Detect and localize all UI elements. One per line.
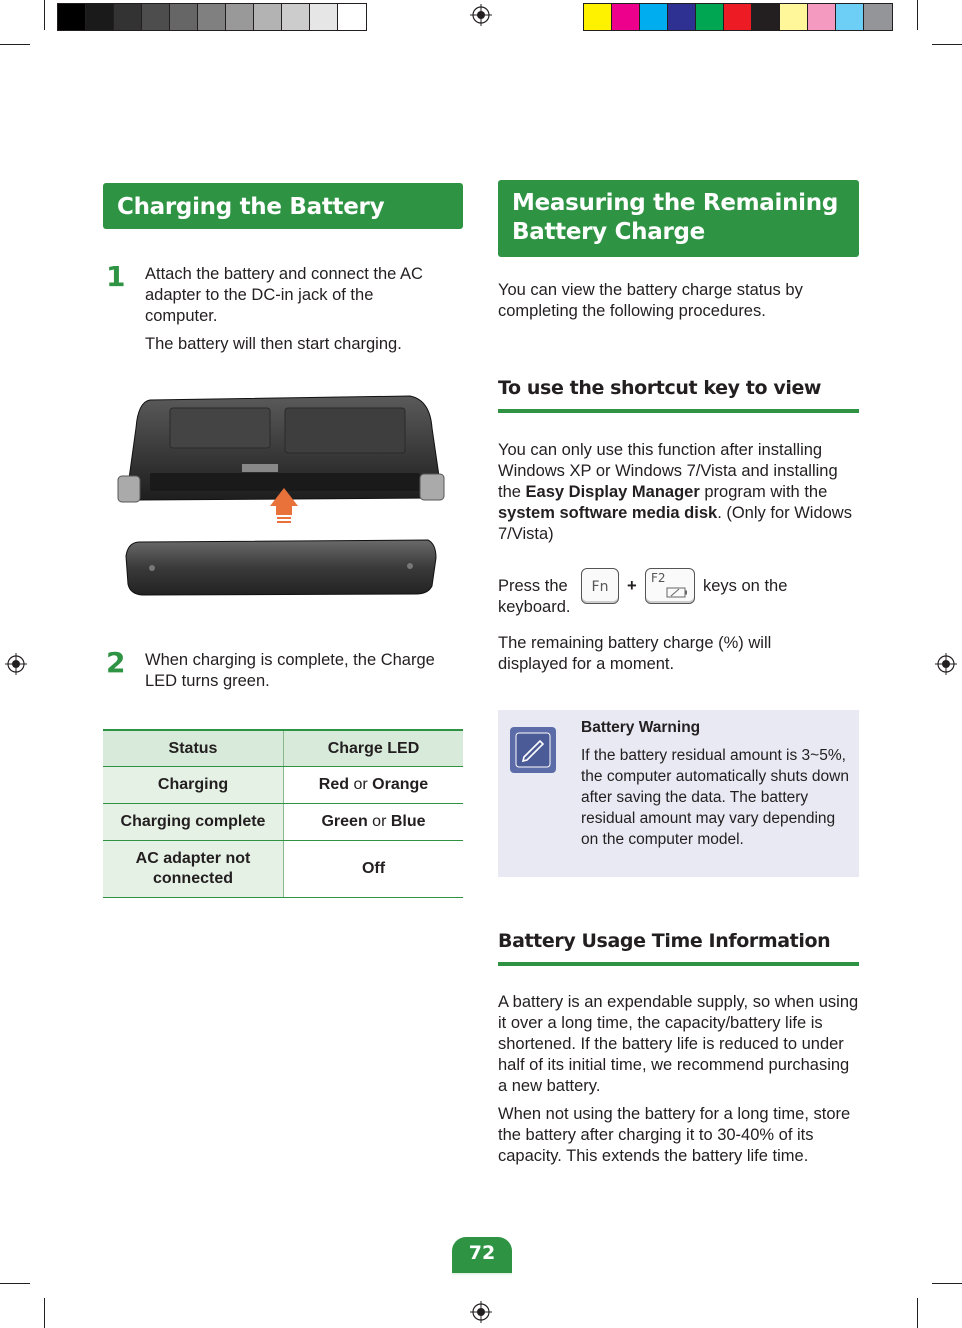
keys-suffix: keys on the keyboard. [498, 577, 788, 616]
fn-key: Fn [581, 568, 619, 604]
battery-insert-illustration [110, 388, 460, 603]
heading-rule [498, 409, 859, 413]
shortcut-description [498, 440, 860, 545]
led-cell: Off [284, 841, 464, 898]
led-or: or [372, 813, 387, 830]
step1-instruction: Attach the battery and connect the AC adapter to the DC-in jack of the computer. [145, 265, 423, 325]
section-title-charging: Charging the Battery [103, 183, 463, 229]
color-swatch [282, 4, 310, 30]
color-swatch [58, 4, 86, 30]
battery-warning-note [498, 710, 859, 877]
crop-mark [0, 44, 30, 45]
crop-mark [917, 0, 918, 30]
usage-text [498, 992, 860, 1174]
shortcut-heading: To use the shortcut key to view [498, 377, 822, 399]
color-swatch [86, 4, 114, 30]
color-swatch [226, 4, 254, 30]
registration-mark-icon [5, 653, 27, 675]
color-swatch [836, 4, 864, 30]
registration-mark-icon [470, 1301, 492, 1323]
crop-mark [44, 1298, 45, 1328]
crop-mark [932, 44, 962, 45]
step1-text [145, 264, 445, 362]
color-swatch [142, 4, 170, 30]
usage-paragraph: When not using the battery for a long time, store the battery after charging it to 30-40% of its capacity. This extends the battery life time. [498, 1105, 851, 1165]
color-swatch [864, 4, 892, 30]
text-run: program with the [699, 483, 828, 501]
status-cell: AC adapter not connected [103, 841, 284, 898]
table-row [103, 767, 463, 804]
color-swatch [338, 4, 366, 30]
led-color: Blue [390, 813, 426, 830]
section-title-measuring [498, 180, 859, 257]
section-title-line: Measuring the Remaining [512, 190, 838, 216]
pencil-note-icon [510, 727, 556, 773]
column-header: Status [103, 730, 284, 767]
color-swatch [198, 4, 226, 30]
press-label: Press the [498, 577, 568, 595]
color-swatch [170, 4, 198, 30]
note-text: If the battery residual amount is 3~5%, the computer automatically shuts down after saving the data. The battery residual amount may vary depending on the computer model. [581, 747, 849, 848]
led-color: Orange [372, 776, 429, 793]
note-title: Battery Warning [581, 719, 701, 736]
registration-mark-icon [935, 653, 957, 675]
color-swatch [612, 4, 640, 30]
color-swatch [780, 4, 808, 30]
step2-text [145, 650, 463, 699]
crop-mark [0, 1283, 30, 1284]
process-color-bar [583, 3, 893, 31]
step2-instruction: When charging is complete, the Charge LED turns green. [145, 651, 435, 690]
crop-mark [44, 0, 45, 30]
table-row [103, 804, 463, 841]
column-header: Charge LED [284, 730, 464, 767]
status-cell: Charging [103, 767, 284, 804]
registration-mark-icon [470, 4, 492, 26]
color-swatch [668, 4, 696, 30]
status-cell: Charging complete [103, 804, 284, 841]
color-swatch [640, 4, 668, 30]
crop-mark [932, 1283, 962, 1284]
led-color: Red [318, 776, 350, 793]
gray-color-bar [57, 3, 367, 31]
intro-text: You can view the battery charge status by completing the following procedures. [498, 281, 803, 320]
f2-key-label: F2 [651, 571, 666, 585]
step1-result: The battery will then start charging. [145, 335, 402, 353]
color-swatch [724, 4, 752, 30]
usage-paragraph: A battery is an expendable supply, so when using it over a long time, the capacity/battery life is shortened. If the battery life is reduced to under half of its initial time, we recommend purchasing a new battery. [498, 993, 859, 1095]
section-title-line: Battery Charge [512, 219, 705, 245]
text-run: . (Only for Widows 7/Vista) [498, 504, 852, 543]
color-swatch [584, 4, 612, 30]
led-color: Green [321, 813, 368, 830]
charge-led-table [103, 729, 463, 898]
color-swatch [310, 4, 338, 30]
crop-mark [917, 1298, 918, 1328]
disk-name: system software media disk [498, 504, 718, 522]
table-row [103, 841, 463, 898]
led-cell [284, 767, 464, 804]
page-number: 72 [452, 1237, 512, 1273]
color-swatch [808, 4, 836, 30]
color-swatch [752, 4, 780, 30]
table-header-row [103, 730, 463, 767]
program-name: Easy Display Manager [525, 483, 700, 501]
color-swatch [254, 4, 282, 30]
remaining-text: The remaining battery charge (%) will displayed for a moment. [498, 634, 772, 673]
step-number: 2 [106, 646, 126, 679]
color-swatch [696, 4, 724, 30]
led-cell [284, 804, 464, 841]
heading-rule [498, 962, 859, 966]
usage-heading: Battery Usage Time Information [498, 930, 831, 952]
text-run: You can only use this function after installing Windows XP or Windows 7/Vista and installing the [498, 441, 838, 501]
color-swatch [114, 4, 142, 30]
led-or: or [353, 776, 368, 793]
step-number: 1 [106, 260, 126, 293]
plus-sign: + [627, 577, 637, 595]
